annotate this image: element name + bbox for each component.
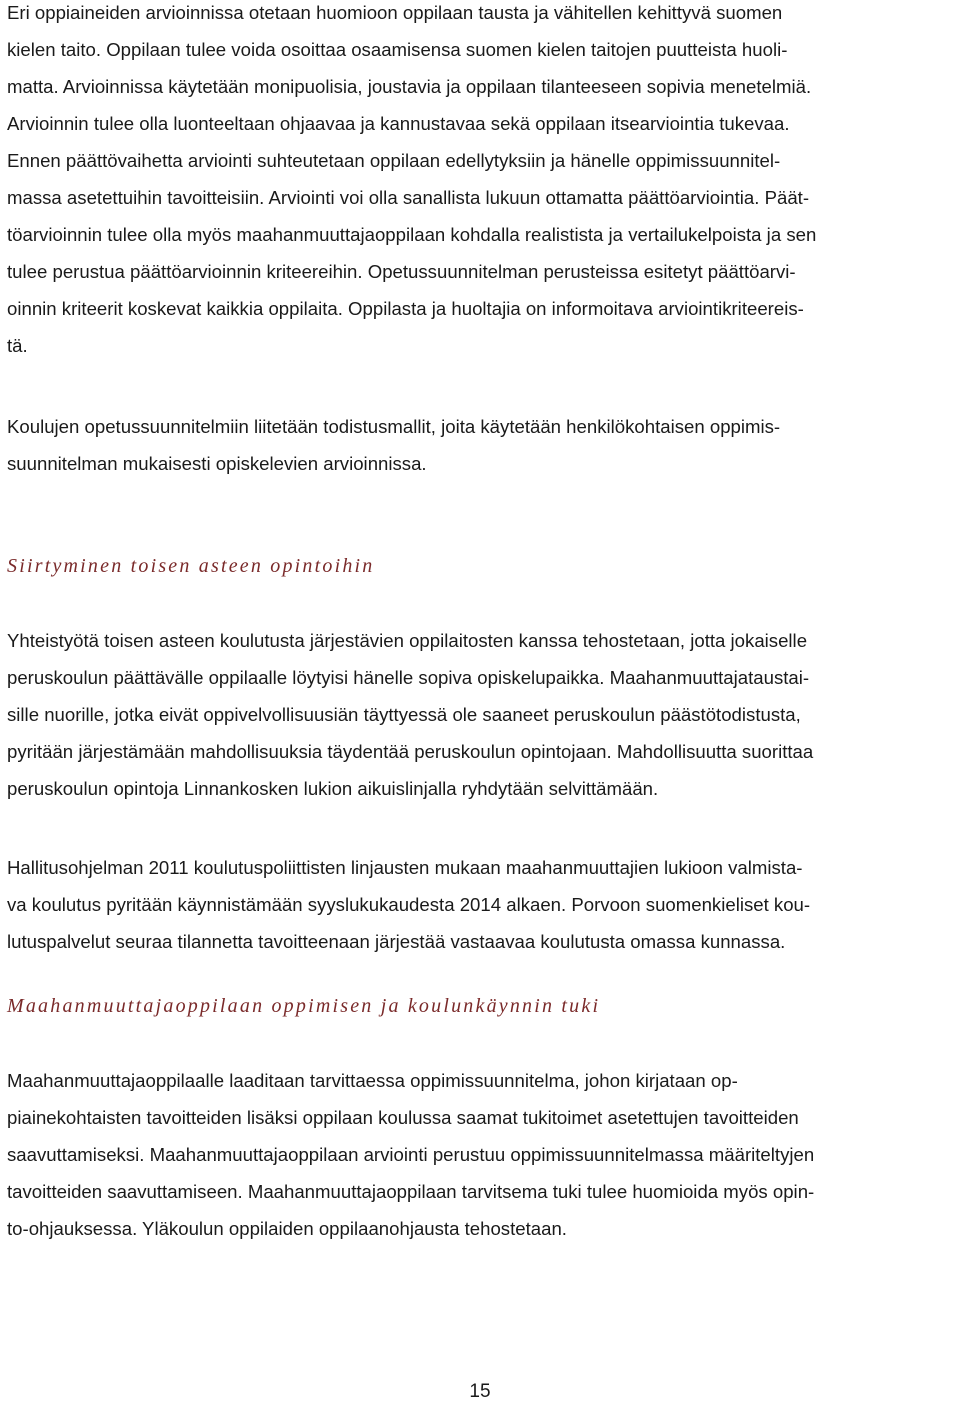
text-line: massa asetettuihin tavoitteisiin. Arviointi voi olla sanallista lukuun ottamatta päättöarviointia. Päät- <box>7 187 810 208</box>
text-line: peruskoulun päättävälle oppilaalle löytyisi hänelle sopiva opiskelupaikka. Maahanmuuttajataustai- <box>7 667 810 688</box>
section-heading-transition: Siirtyminen toisen asteen opintoihin <box>7 555 375 577</box>
text-line: Arvioinnin tulee olla luonteeltaan ohjaavaa ja kannustavaa sekä oppilaan itsearviointia tukevaa. <box>7 113 790 134</box>
text-line: kielen taito. Oppilaan tulee voida osoittaa osaamisensa suomen kielen taitojen puutteista huoli- <box>7 39 788 60</box>
text-line: to-ohjauksessa. Yläkoulun oppilaiden oppilaanohjausta tehostetaan. <box>7 1218 567 1239</box>
paragraph-assessment <box>7 0 949 364</box>
text-line: tavoitteiden saavuttamiseen. Maahanmuuttajaoppilaan tarvitsema tuki tulee huomioida myös opin- <box>7 1181 815 1202</box>
text-line: suunnitelman mukaisesti opiskelevien arvioinnissa. <box>7 453 427 474</box>
paragraph-learning-plan <box>7 1062 949 1247</box>
text-line: sille nuorille, jotka eivät oppivelvollisuusiän täyttyessä ole saaneet peruskoulun päästötodistusta, <box>7 704 801 725</box>
text-line: matta. Arvioinnissa käytetään monipuolisia, joustavia ja oppilaan tilanteeseen sopivia menetelmiä. <box>7 76 812 97</box>
text-line: Ennen päättövaihetta arviointi suhteutetaan oppilaan edellytyksiin ja hänelle oppimissuunnitel- <box>7 150 781 171</box>
text-line: va koulutus pyritään käynnistämään syyslukukaudesta 2014 alkaen. Porvoon suomenkieliset kou- <box>7 894 811 915</box>
text-line: piainekohtaisten tavoitteiden lisäksi oppilaan koulussa saamat tukitoimet asetettujen tavoitteiden <box>7 1107 799 1128</box>
text-line: Koulujen opetussuunnitelmiin liitetään todistusmallit, joita käytetään henkilökohtaisen oppimis- <box>7 416 781 437</box>
text-line: peruskoulun opintoja Linnankosken lukion aikuislinjalla ryhdytään selvittämään. <box>7 778 659 799</box>
text-line: lutuspalvelut seuraa tilannetta tavoitteenaan järjestää vastaavaa koulutusta omassa kunnassa. <box>7 931 786 952</box>
text-line: Eri oppiaineiden arvioinnissa otetaan huomioon oppilaan tausta ja vähitellen kehittyvä suomen <box>7 2 783 23</box>
text-line: tulee perustua päättöarvioinnin kriteereihin. Opetussuunnitelman perusteissa esitetyt päättöarvi- <box>7 261 796 282</box>
text-line: tä. <box>7 335 28 356</box>
page-number: 15 <box>469 1381 491 1402</box>
text-line: töarvioinnin tulee olla myös maahanmuuttajaoppilaan kohdalla realistista ja vertailukelpoista ja sen <box>7 224 817 245</box>
text-line: Hallitusohjelman 2011 koulutuspoliittisten linjausten mukaan maahanmuuttajien lukioon valmista- <box>7 857 803 878</box>
paragraph-secondary-cooperation <box>7 622 949 807</box>
paragraph-certificates <box>7 408 949 482</box>
text-line: saavuttamiseksi. Maahanmuuttajaoppilaan arviointi perustuu oppimissuunnitelmassa määriteltyjen <box>7 1144 815 1165</box>
paragraph-government-programme <box>7 849 949 960</box>
text-line: pyritään järjestämään mahdollisuuksia täydentää peruskoulun opintojaan. Mahdollisuutta suorittaa <box>7 741 814 762</box>
section-heading-support: Maahanmuuttajaoppilaan oppimisen ja koulunkäynnin tuki <box>7 995 601 1017</box>
text-line: oinnin kriteerit koskevat kaikkia oppilaita. Oppilasta ja huoltajia on informoitava arviointikriteereis- <box>7 298 804 319</box>
text-line: Yhteistyötä toisen asteen koulutusta järjestävien oppilaitosten kanssa tehostetaan, jotta jokaiselle <box>7 630 808 651</box>
text-line: Maahanmuuttajaoppilaalle laaditaan tarvittaessa oppimissuunnitelma, johon kirjataan op- <box>7 1070 738 1091</box>
